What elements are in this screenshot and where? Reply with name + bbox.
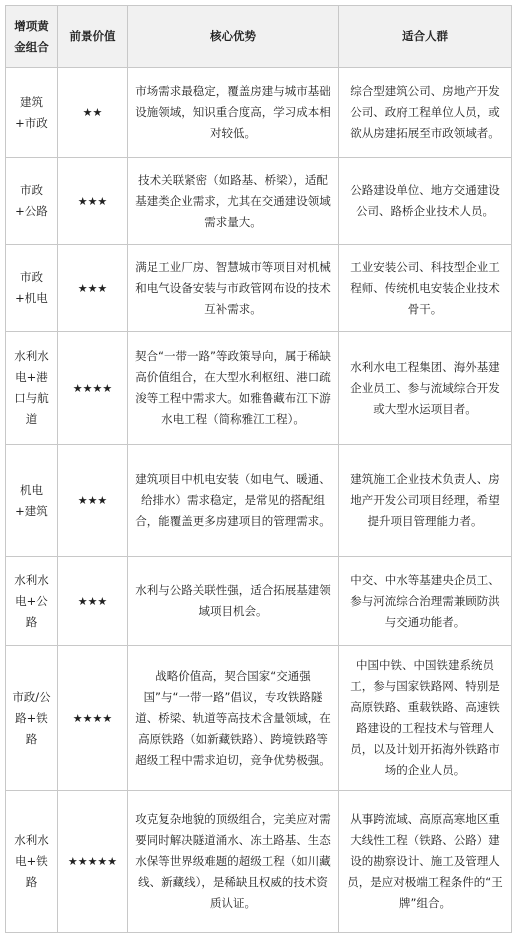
stars-cell: ★★★ xyxy=(58,158,128,245)
advantage-cell: 契合“一带一路”等政策导向，属于稀缺高价值组合，在大型水利枢纽、港口疏浚等工程中需求大。如雅鲁藏布江下游水电工程（简称雅江工程）。 xyxy=(128,332,339,445)
table-row xyxy=(6,332,512,445)
table-row xyxy=(6,245,512,332)
combo-cell: 水利水电+公路 xyxy=(6,557,58,646)
people-cell: 中交、中水等基建央企员工、参与河流综合治理需兼顾防洪与交通功能者。 xyxy=(339,557,512,646)
combo-cell: 市政+公路 xyxy=(6,158,58,245)
advantage-cell: 战略价值高，契合国家“交通强国”与“一带一路”倡议，专攻铁路隧道、桥梁、轨道等高技术含量领域，在高原铁路（如新藏铁路）、跨境铁路等超级工程中需求迫切，竞争优势极强。 xyxy=(128,646,339,791)
people-cell: 综合型建筑公司、房地产开发公司、政府工程单位人员，或欲从房建拓展至市政领域者。 xyxy=(339,68,512,158)
stars-cell: ★★ xyxy=(58,68,128,158)
people-cell: 公路建设单位、地方交通建设公司、路桥企业技术人员。 xyxy=(339,158,512,245)
advantage-cell: 满足工业厂房、智慧城市等项目对机械和电气设备安装与市政管网布设的技术互补需求。 xyxy=(128,245,339,332)
table-row xyxy=(6,791,512,933)
advantage-cell: 建筑项目中机电安装（如电气、暖通、给排水）需求稳定，是常见的搭配组合，能覆盖更多房建项目的管理需求。 xyxy=(128,445,339,557)
stars-cell: ★★★★★ xyxy=(58,791,128,933)
people-cell: 水利水电工程集团、海外基建企业员工、参与流域综合开发或大型水运项目者。 xyxy=(339,332,512,445)
combo-cell: 建筑+市政 xyxy=(6,68,58,158)
combo-cell: 市政/公路+铁路 xyxy=(6,646,58,791)
table-row xyxy=(6,557,512,646)
table-row xyxy=(6,445,512,557)
header-value: 前景价值 xyxy=(58,6,128,68)
combo-cell: 市政+机电 xyxy=(6,245,58,332)
table-row xyxy=(6,68,512,158)
advantage-cell: 攻克复杂地貌的顶级组合，完美应对需要同时解决隧道涌水、冻土路基、生态水保等世界级难题的超级工程（如川藏线、新藏线），是稀缺且权威的技术资质认证。 xyxy=(128,791,339,933)
stars-cell: ★★★★ xyxy=(58,646,128,791)
stars-cell: ★★★ xyxy=(58,445,128,557)
comparison-table xyxy=(5,5,512,933)
people-cell: 工业安装公司、科技型企业工程师、传统机电安装企业技术骨干。 xyxy=(339,245,512,332)
header-row xyxy=(6,6,512,68)
combo-cell: 水利水电+铁路 xyxy=(6,791,58,933)
header-people: 适合人群 xyxy=(339,6,512,68)
combo-cell: 水利水电+港口与航道 xyxy=(6,332,58,445)
people-cell: 建筑施工企业技术负责人、房地产开发公司项目经理，希望提升项目管理能力者。 xyxy=(339,445,512,557)
combo-cell: 机电+建筑 xyxy=(6,445,58,557)
table-row xyxy=(6,646,512,791)
table-row xyxy=(6,158,512,245)
people-cell: 中国中铁、中国铁建系统员工，参与国家铁路网、特别是高原铁路、重载铁路、高速铁路建设的工程技术与管理人员，以及计划开拓海外铁路市场的企业人员。 xyxy=(339,646,512,791)
stars-cell: ★★★ xyxy=(58,245,128,332)
header-combo: 增项黄金组合 xyxy=(6,6,58,68)
stars-cell: ★★★ xyxy=(58,557,128,646)
stars-cell: ★★★★ xyxy=(58,332,128,445)
header-advantage: 核心优势 xyxy=(128,6,339,68)
advantage-cell: 市场需求最稳定，覆盖房建与城市基础设施领域，知识重合度高，学习成本相对较低。 xyxy=(128,68,339,158)
advantage-cell: 水利与公路关联性强，适合拓展基建领域项目机会。 xyxy=(128,557,339,646)
advantage-cell: 技术关联紧密（如路基、桥梁），适配基建类企业需求，尤其在交通建设领域需求量大。 xyxy=(128,158,339,245)
people-cell: 从事跨流域、高原高寒地区重大线性工程（铁路、公路）建设的勘察设计、施工及管理人员，是应对极端工程条件的“王牌”组合。 xyxy=(339,791,512,933)
